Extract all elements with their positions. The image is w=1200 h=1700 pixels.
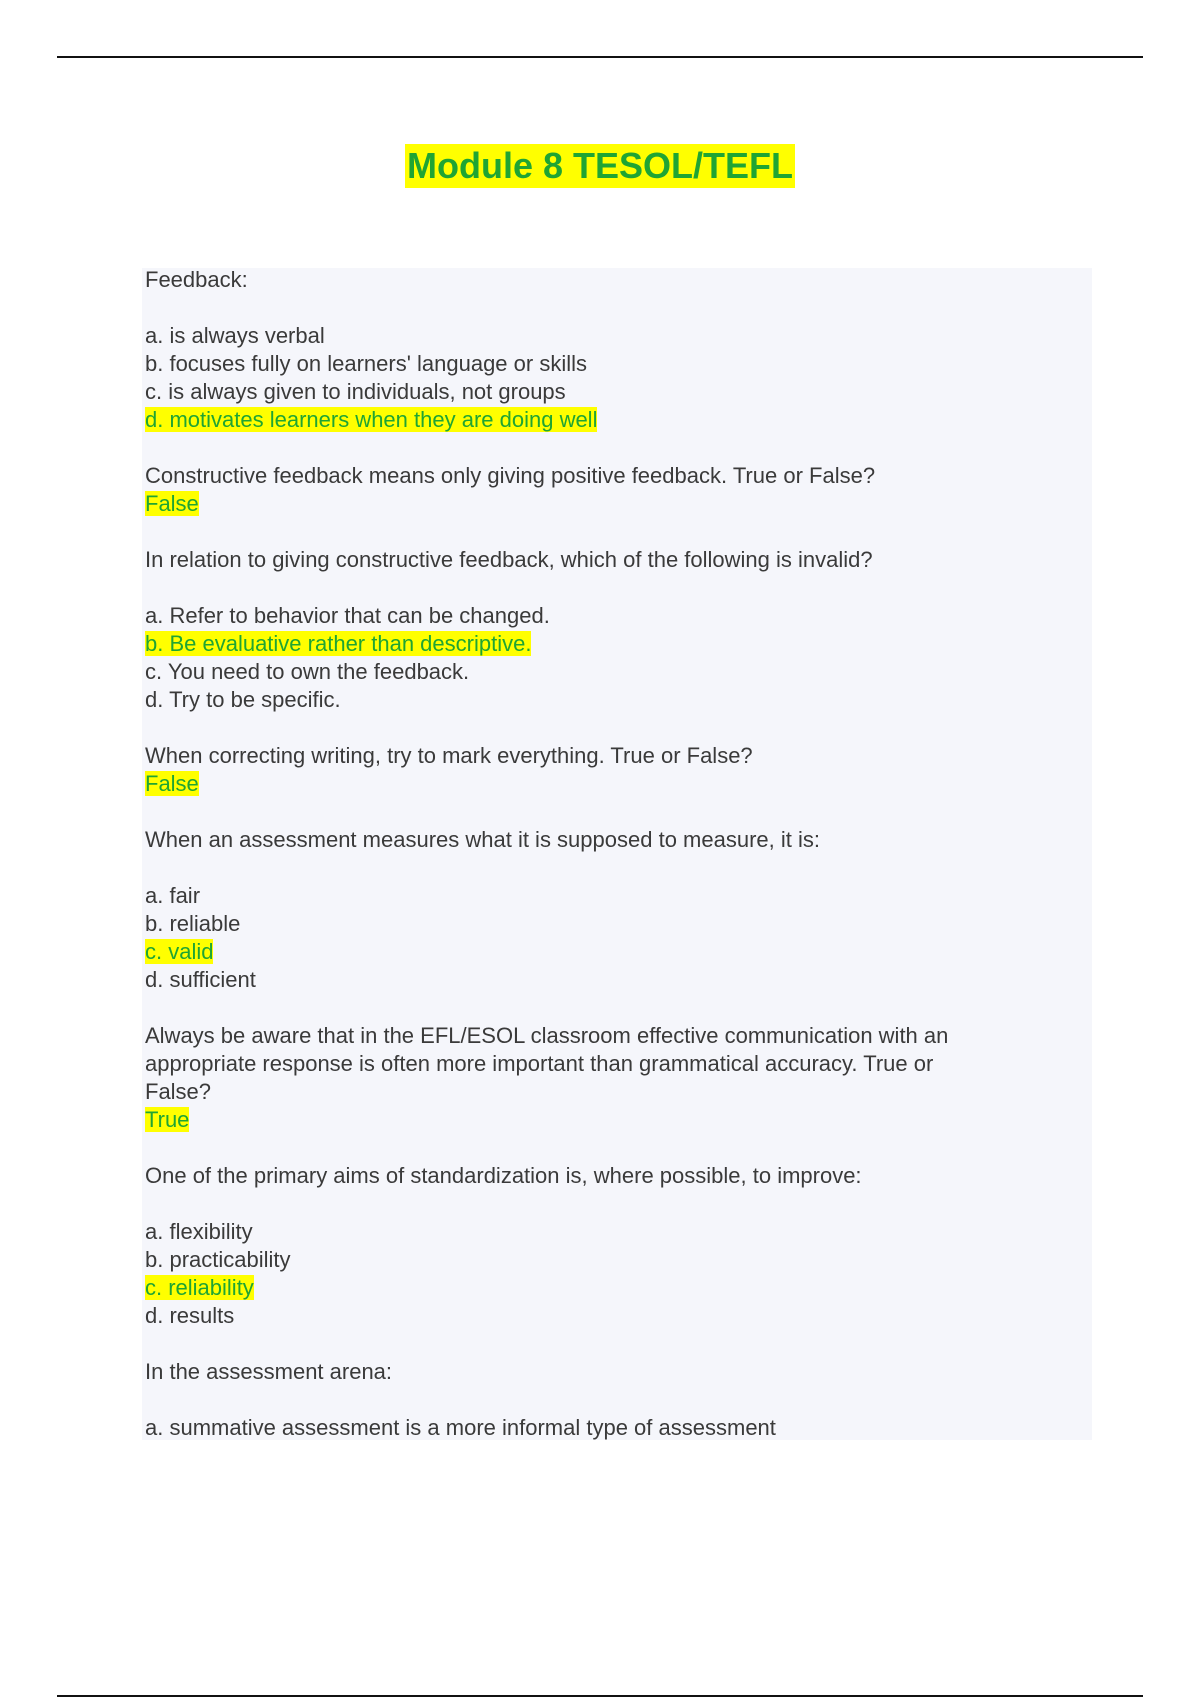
spacer: [145, 714, 1085, 742]
question-prompt: In relation to giving constructive feedback, which of the following is invalid?: [145, 547, 873, 572]
correct-answer: False: [145, 491, 199, 516]
option-text: d. sufficient: [145, 967, 256, 992]
answer-option: [145, 602, 1085, 630]
question-prompt: appropriate response is often more important than grammatical accuracy. True or: [145, 1051, 934, 1076]
spacer: [145, 1190, 1085, 1218]
question-block: [145, 1358, 1085, 1442]
question-prompt: False?: [145, 1079, 212, 1104]
answer-line: [145, 490, 1085, 518]
option-text: a. fair: [145, 883, 201, 908]
question-prompt: When an assessment measures what it is supposed to measure, it is:: [145, 827, 820, 852]
spacer: [145, 798, 1085, 826]
question-block: [145, 1022, 1085, 1134]
spacer: [145, 994, 1085, 1022]
question-prompt: When correcting writing, try to mark everything. True or False?: [145, 743, 753, 768]
spacer: [145, 1330, 1085, 1358]
answer-option: [145, 910, 1085, 938]
answer-line: [145, 1106, 1085, 1134]
option-text: b. reliable: [145, 911, 241, 936]
answer-option: [145, 378, 1085, 406]
answer-line: [145, 770, 1085, 798]
answer-option: [145, 966, 1085, 994]
spacer: [145, 574, 1085, 602]
option-text: a. is always verbal: [145, 323, 325, 348]
answer-option: [145, 350, 1085, 378]
question-block: [145, 266, 1085, 434]
question-block: [145, 1162, 1085, 1330]
spacer: [145, 1386, 1085, 1414]
spacer: [145, 294, 1085, 322]
title-wrap: [0, 144, 1200, 188]
question-block: [145, 462, 1085, 518]
option-text: a. Refer to behavior that can be changed.: [145, 603, 550, 628]
spacer: [145, 434, 1085, 462]
answer-option: [145, 686, 1085, 714]
question-block: [145, 546, 1085, 714]
correct-answer: True: [145, 1107, 190, 1132]
question-prompt: In the assessment arena:: [145, 1359, 393, 1384]
option-text: c. You need to own the feedback.: [145, 659, 470, 684]
question-prompt: Feedback:: [145, 267, 248, 292]
answer-option: [145, 1414, 1085, 1442]
answer-option: [145, 882, 1085, 910]
correct-option: [145, 630, 1085, 658]
correct-option: [145, 938, 1085, 966]
option-text: d. motivates learners when they are doing well: [145, 407, 598, 432]
option-text: b. Be evaluative rather than descriptive.: [145, 631, 532, 656]
spacer: [145, 1134, 1085, 1162]
option-text: d. results: [145, 1303, 235, 1328]
option-text: d. Try to be specific.: [145, 687, 341, 712]
option-text: c. is always given to individuals, not groups: [145, 379, 566, 404]
answer-option: [145, 1218, 1085, 1246]
bottom-rule: [57, 1695, 1143, 1697]
question-block: [145, 826, 1085, 994]
option-text: b. focuses fully on learners' language or skills: [145, 351, 587, 376]
answer-option: [145, 1246, 1085, 1274]
option-text: b. practicability: [145, 1247, 291, 1272]
answer-option: [145, 1302, 1085, 1330]
document-title: Module 8 TESOL/TEFL: [407, 145, 793, 186]
correct-option: [145, 406, 1085, 434]
spacer: [145, 854, 1085, 882]
answer-option: [145, 322, 1085, 350]
option-text: c. reliability: [145, 1275, 254, 1300]
option-text: a. summative assessment is a more informal type of assessment: [145, 1415, 776, 1440]
correct-option: [145, 1274, 1085, 1302]
option-text: a. flexibility: [145, 1219, 253, 1244]
question-prompt: One of the primary aims of standardization is, where possible, to improve:: [145, 1163, 862, 1188]
question-list: [145, 266, 1085, 1442]
question-prompt: Constructive feedback means only giving positive feedback. True or False?: [145, 463, 876, 488]
top-rule: [57, 56, 1143, 58]
spacer: [145, 518, 1085, 546]
correct-answer: False: [145, 771, 199, 796]
question-block: [145, 742, 1085, 798]
option-text: c. valid: [145, 939, 214, 964]
answer-option: [145, 658, 1085, 686]
question-prompt: Always be aware that in the EFL/ESOL classroom effective communication with an: [145, 1023, 949, 1048]
